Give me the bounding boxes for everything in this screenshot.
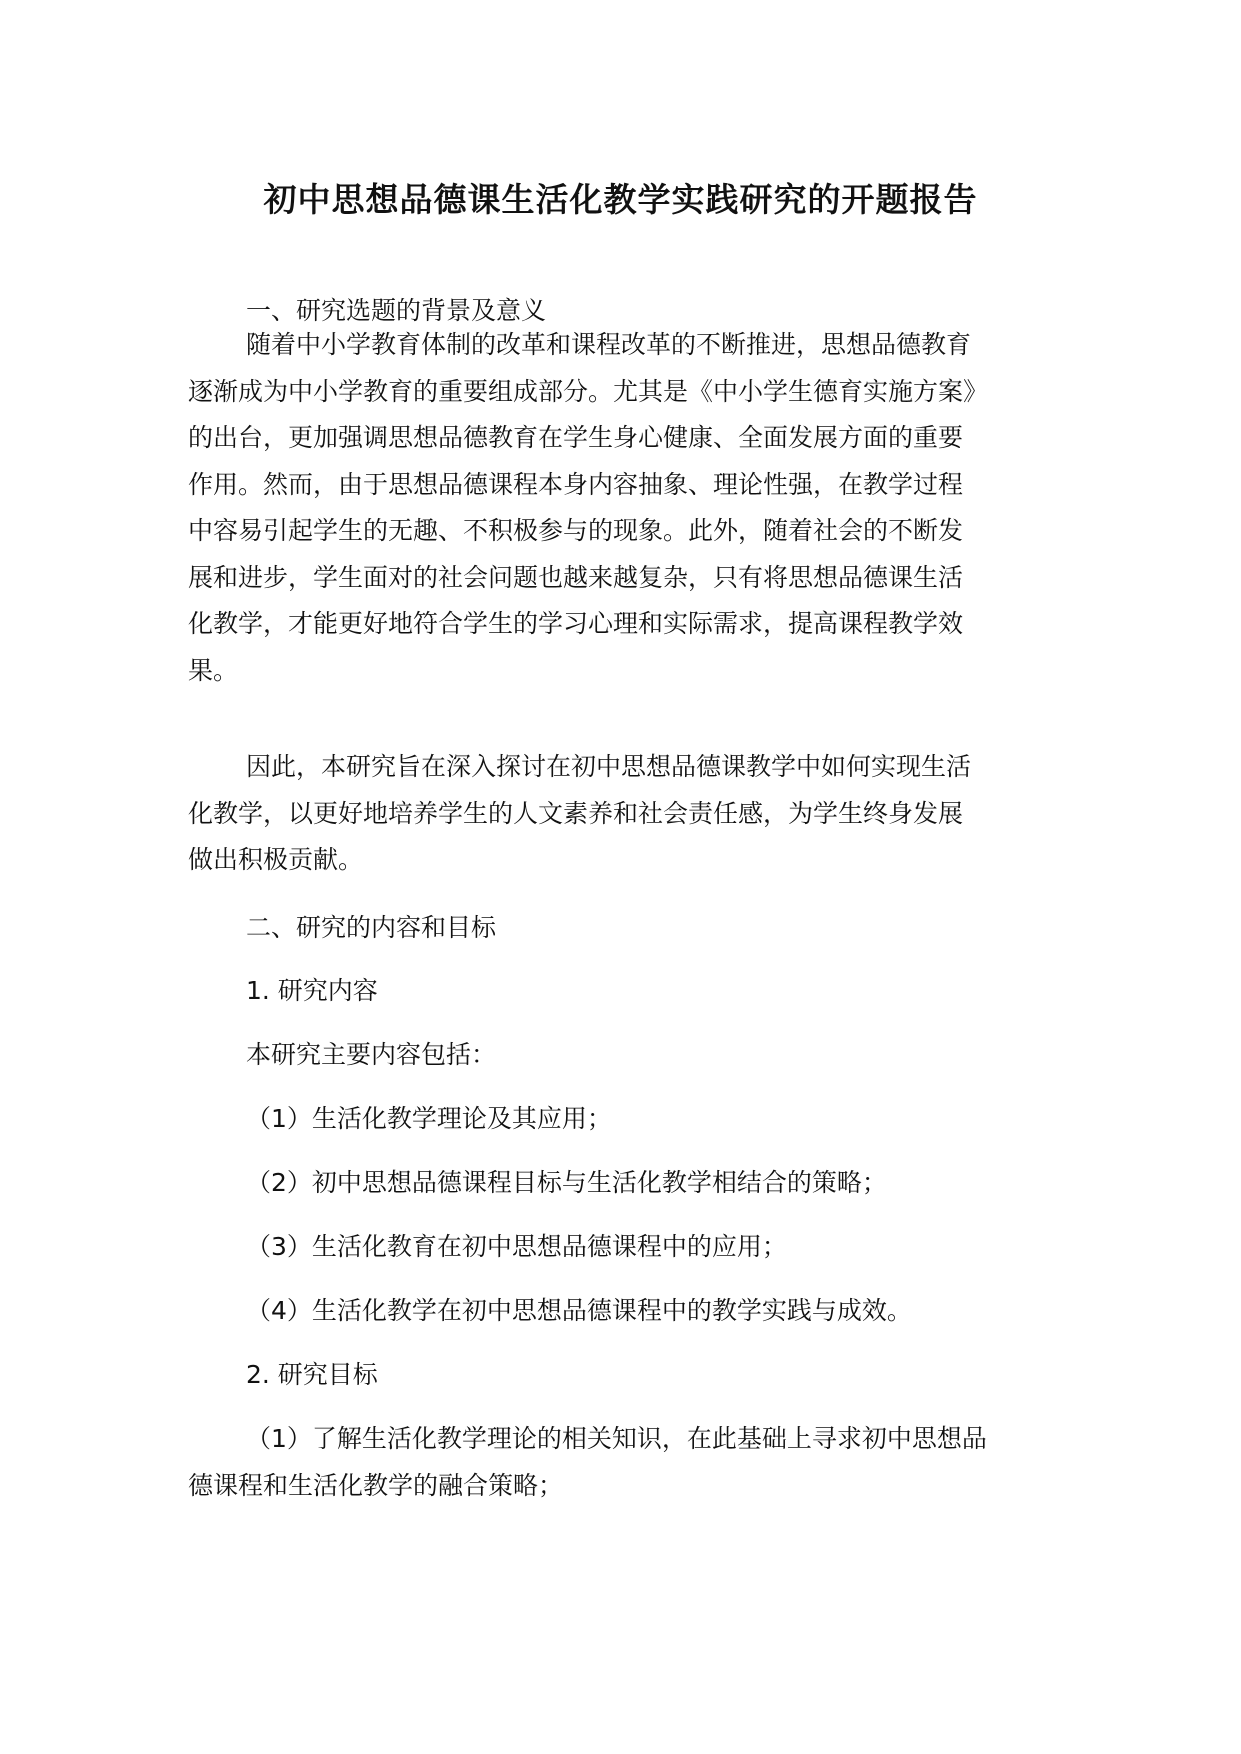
research-content-item-3 (246, 1224, 1066, 1271)
section-2-heading-text: 二、研究的内容和目标 (246, 913, 497, 942)
research-goal-subheading (246, 1352, 1066, 1399)
research-content-item-4 (246, 1288, 1066, 1335)
paragraph-line: 果。 (188, 655, 239, 685)
list-item: （2）初中思想品德课程目标与生活化教学相结合的策略； (246, 1168, 887, 1197)
paragraph-line: 因此，本研究旨在深入探讨在初中思想品德课教学中如何实现生活 (246, 752, 972, 781)
subheading-text: 1. 研究内容 (246, 976, 378, 1005)
paragraph-line: 中容易引起学生的无趣、不积极参与的现象。此外，随着社会的不断发 (188, 516, 964, 545)
research-content-subheading (246, 968, 1066, 1015)
section-1-paragraph-1 (188, 322, 1068, 694)
research-content-item-2 (246, 1160, 1066, 1207)
paragraph-line: 随着中小学教育体制的改革和课程改革的不断推进，思想品德教育 (246, 330, 972, 359)
subheading-text: 2. 研究目标 (246, 1360, 378, 1389)
research-goal-1 (188, 1416, 1068, 1509)
research-content-intro (246, 1032, 1066, 1079)
paragraph-line: 做出积极贡献。 (188, 845, 364, 874)
research-content-item-1 (246, 1096, 1066, 1143)
list-item: （4）生活化教学在初中思想品德课程中的教学实践与成效。 (246, 1296, 912, 1325)
paragraph-line: 的出台，更加强调思想品德教育在学生身心健康、全面发展方面的重要 (188, 423, 964, 452)
paragraph-line: 逐渐成为中小学教育的重要组成部分。尤其是《中小学生德育实施方案》 (188, 376, 989, 406)
paragraph-line: 德课程和生活化教学的融合策略； (188, 1470, 564, 1500)
paragraph-line: 化教学，以更好地培养学生的人文素养和社会责任感，为学生终身发展 (188, 798, 964, 828)
paragraph-line: 化教学，才能更好地符合学生的学习心理和实际需求，提高课程教学效 (188, 609, 964, 638)
paragraph-line: 展和进步，学生面对的社会问题也越来越复杂，只有将思想品德课生活 (188, 562, 964, 592)
section-1-paragraph-2 (188, 744, 1068, 884)
list-item: （1）生活化教学理论及其应用； (246, 1104, 612, 1133)
section-2-heading (246, 905, 1066, 952)
paragraph-line: （1）了解生活化教学理论的相关知识，在此基础上寻求初中思想品 (246, 1424, 987, 1453)
intro-text: 本研究主要内容包括： (246, 1040, 497, 1069)
section-1-heading-text: 一、研究选题的背景及意义 (246, 296, 547, 325)
document-title: 初中思想品德课生活化教学实践研究的开题报告 (263, 180, 978, 219)
paragraph-line: 作用。然而，由于思想品德课程本身内容抽象、理论性强，在教学过程 (188, 469, 964, 499)
list-item: （3）生活化教育在初中思想品德课程中的应用； (246, 1232, 787, 1261)
